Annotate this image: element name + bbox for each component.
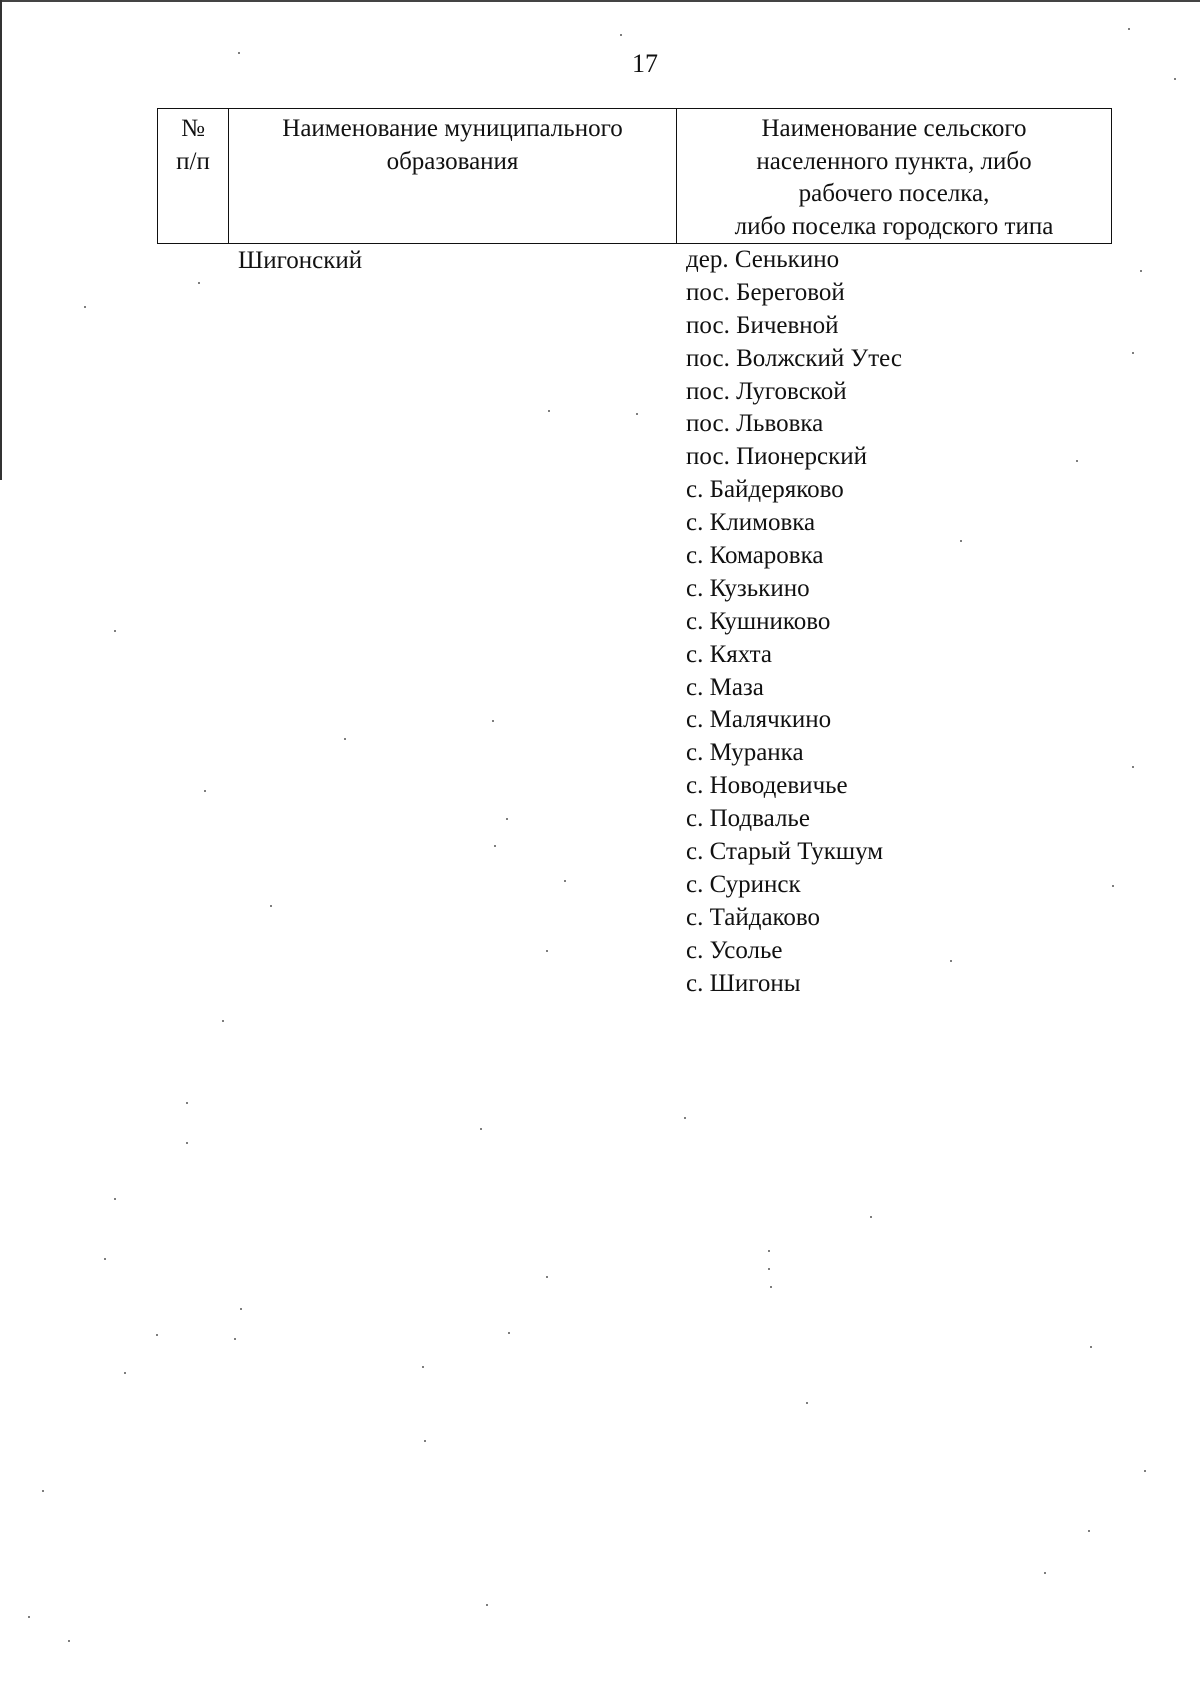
settlement-item: с. Малячкино (686, 706, 832, 734)
scan-speck (270, 905, 272, 907)
settlement-item: с. Климовка (686, 509, 816, 537)
header-municipality-line: Наименование муниципального (282, 115, 623, 142)
scan-speck (1140, 270, 1142, 272)
scan-speck (770, 1286, 772, 1288)
scan-speck (198, 282, 200, 284)
scan-speck (124, 1372, 126, 1374)
header-cell-municipality (229, 109, 677, 244)
scan-speck (42, 1490, 44, 1492)
scan-speck (28, 1616, 30, 1618)
settlement-item: пос. Береговой (686, 278, 845, 306)
scan-speck (492, 720, 494, 722)
scan-speck (222, 1020, 224, 1022)
scan-speck (768, 1268, 770, 1270)
header-cell-number (158, 109, 229, 244)
scan-top-edge (0, 0, 1200, 2)
settlement-item: с. Байдеряково (686, 476, 844, 504)
settlement-item: с. Муранка (686, 739, 804, 767)
settlement-item: с. Новодевичье (686, 772, 848, 800)
settlement-item: пос. Луговской (686, 377, 847, 405)
scan-speck (506, 818, 508, 820)
scan-speck (1128, 28, 1130, 30)
settlement-item: с. Шигоны (686, 969, 801, 997)
scan-speck (486, 1604, 488, 1606)
scan-speck (204, 790, 206, 792)
scan-speck (1088, 1530, 1090, 1532)
settlement-item: с. Кузькино (686, 574, 810, 602)
page-number: 17 (632, 49, 658, 78)
scan-speck (564, 880, 566, 882)
settlement-item: с. Подвалье (686, 805, 810, 833)
scan-speck (1144, 1470, 1146, 1472)
scan-speck (684, 1117, 686, 1119)
settlement-item: с. Комаровка (686, 542, 824, 570)
scan-speck (68, 1640, 70, 1642)
scan-speck (186, 1142, 188, 1144)
scan-speck (548, 410, 550, 412)
scan-speck (186, 1102, 188, 1104)
table-header (157, 108, 1112, 244)
settlement-item: с. Маза (686, 673, 764, 701)
scan-speck (1112, 885, 1114, 887)
settlement-item: с. Кушниково (686, 607, 831, 635)
settlement-item: с. Кяхта (686, 640, 772, 668)
settlement-item: с. Усолье (686, 936, 783, 964)
scan-speck (870, 1216, 872, 1218)
scan-speck (84, 306, 86, 308)
scan-speck (806, 1402, 808, 1404)
settlement-item: с. Тайдаково (686, 903, 821, 931)
header-settlement-line: рабочего поселка, (798, 180, 990, 207)
settlement-item: пос. Бичевной (686, 311, 839, 339)
scan-speck (104, 1258, 106, 1260)
scan-speck (238, 52, 240, 54)
header-cell-settlement (677, 109, 1112, 244)
settlement-item: с. Старый Тукшум (686, 838, 884, 866)
scan-speck (424, 1440, 426, 1442)
scan-speck (768, 1250, 770, 1252)
scan-speck (480, 1128, 482, 1130)
scan-speck (1174, 78, 1176, 80)
municipality-name: Шигонский (238, 247, 363, 274)
header-number-line: № (181, 115, 205, 142)
header-number-line: п/п (176, 147, 210, 175)
scan-speck (114, 630, 116, 632)
scan-speck (1044, 1572, 1046, 1574)
scan-speck (1090, 1346, 1092, 1348)
scan-speck (960, 540, 962, 542)
scan-speck (240, 1308, 242, 1310)
settlement-item: дер. Сенькино (686, 246, 840, 273)
settlement-list (686, 244, 902, 1000)
settlement-item: пос. Волжский Утес (686, 344, 902, 372)
scan-speck (546, 950, 548, 952)
scan-speck (234, 1338, 236, 1340)
header-settlement-line: либо поселка городского типа (734, 212, 1054, 240)
scan-speck (1132, 352, 1134, 354)
scan-speck (508, 1332, 510, 1334)
scan-speck (114, 1198, 116, 1200)
header-municipality-line: образования (386, 147, 519, 175)
scan-speck (344, 738, 346, 740)
scan-speck (1076, 460, 1078, 462)
settlement-item: пос. Пионерский (686, 443, 868, 471)
scan-speck (950, 960, 952, 962)
scan-speck (636, 413, 638, 415)
scan-speck (494, 845, 496, 847)
header-settlement-line: населенного пункта, либо (756, 147, 1032, 175)
settlement-item: с. Суринск (686, 870, 801, 898)
header-settlement-line: Наименование сельского (761, 115, 1027, 142)
scan-speck (620, 34, 622, 36)
settlement-item: пос. Львовка (686, 410, 824, 438)
scan-speck (1132, 766, 1134, 768)
scan-speck (546, 1276, 548, 1278)
scan-speck (422, 1366, 424, 1368)
scan-speck (156, 1334, 158, 1336)
